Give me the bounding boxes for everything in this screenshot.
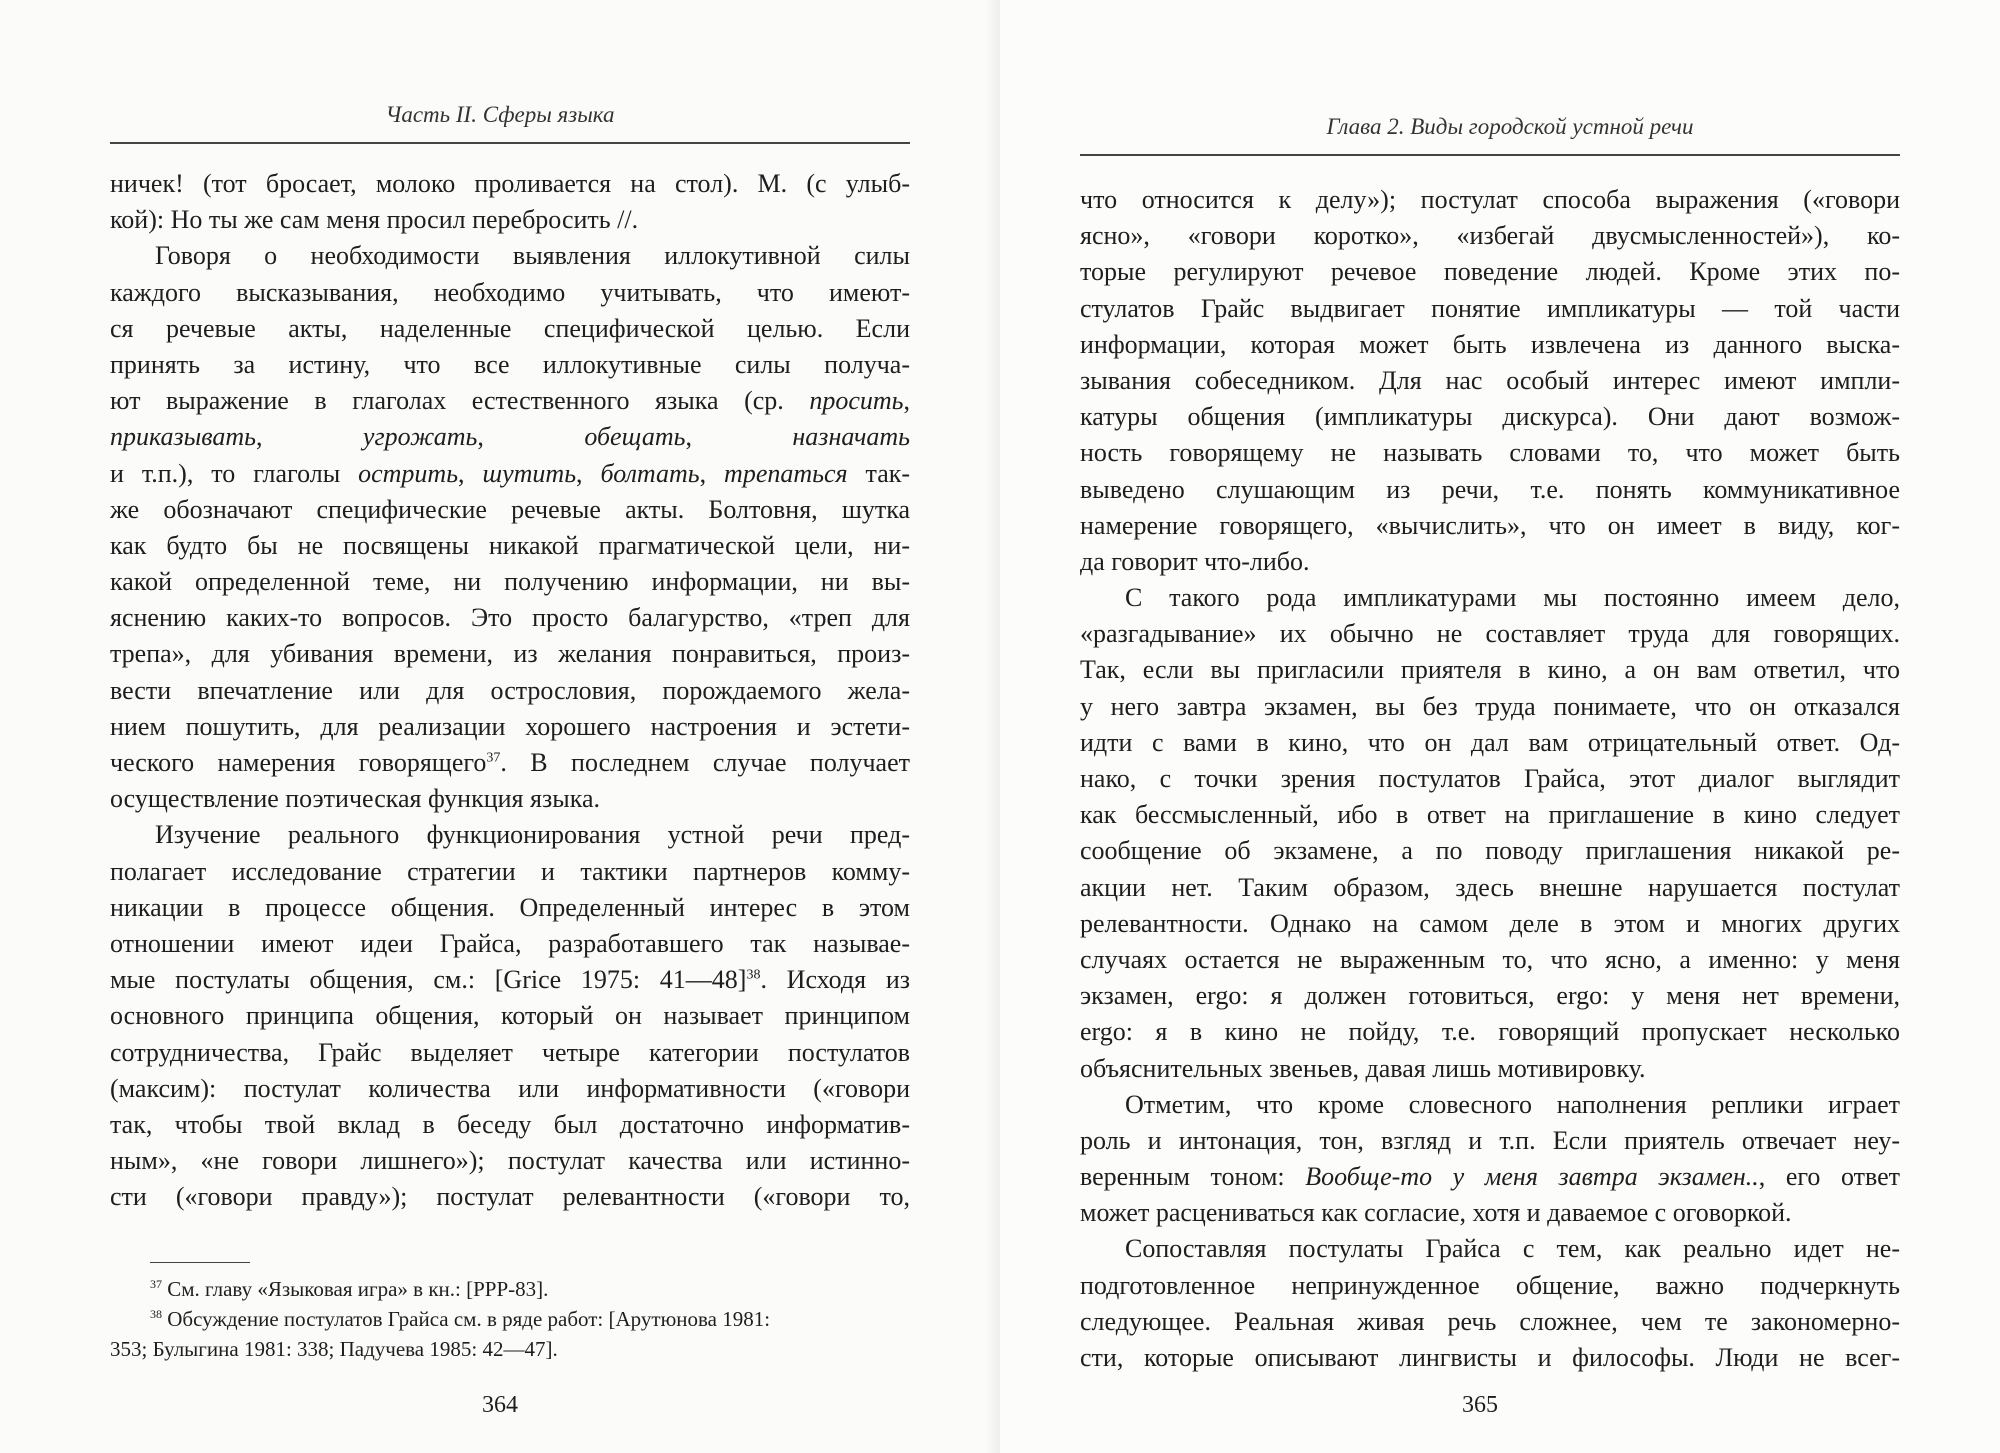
text-line: ческого намерения говорящего$^{37}$. В последнем случае получает [110, 748, 910, 777]
text-line: нако, с точки зрения постулатов Грайса, этот диалог выглядит [1080, 764, 1900, 793]
text-line: кой): Но ты же сам меня просил перебросить //. [110, 205, 639, 235]
text-line: что относится к делу»); постулат способа выражения («говори [1080, 185, 1900, 214]
text-line: полагает исследование стратегии и тактики партнеров комму- [110, 856, 910, 886]
text-line: подготовленное непринужденное общение, важно подчеркнуть [1080, 1270, 1900, 1300]
text-line: Говоря о необходимости выявления иллокутивной силы [155, 241, 910, 271]
left-header-rule [110, 142, 910, 144]
footnote-rule [150, 1262, 250, 1263]
text-line: как бессмысленный, ибо в ответ на приглашение в кино следует [1080, 800, 1900, 830]
text-line: акции нет. Таким образом, здесь внешне нарушается постулат [1080, 872, 1900, 902]
italic-word: угрожать [362, 422, 478, 452]
text-line: сообщение об экзамене, а по поводу приглашения никакой ре- [1080, 836, 1900, 866]
text-line: случаях остается не выраженным то, что ясно, а именно: у меня [1080, 944, 1900, 974]
right-body-text [1080, 182, 1900, 1376]
text-line: следующее. Реальная живая речь сложнее, чем те закономерно- [1080, 1306, 1900, 1336]
text-line: яснению каких-то вопросов. Это просто балагурство, «треп для [110, 603, 910, 633]
text-line: у него завтра экзамен, вы без труда понимаете, что он отказался [1080, 691, 1900, 721]
text-line: мые постулаты общения, см.: [Grice 1975: 41—48]$^{38}$. Исходя из [110, 965, 911, 995]
text-line: роль и интонация, тон, взгляд и т.п. Если приятель отвечает неу- [1080, 1125, 1900, 1155]
text-line: объяснительных звеньев, давая лишь мотивировку. [1080, 1053, 1646, 1083]
left-page-number: 364 [482, 1392, 518, 1418]
text-line: сотрудничества, Грайс выделяет четыре категории постулатов [110, 1037, 910, 1067]
italic-phrase: Вообще-то у меня завтра экзамен.. [1305, 1162, 1759, 1192]
text-line: какой определенной теме, ни получению информации, ни вы- [110, 567, 910, 597]
text-line: (максим): постулат количества или информативности («говори [110, 1073, 910, 1103]
left-body-text [110, 166, 910, 1215]
italic-word: назначать [792, 422, 911, 452]
text-line: так, чтобы твой вклад в беседу был достаточно информатив- [110, 1109, 910, 1139]
text-line: осуществление поэтическая функция языка. [110, 784, 600, 814]
text-line: как будто бы не посвящены никакой прагматической цели, ни- [110, 530, 910, 560]
text-line: стулатов Грайс выдвигает понятие импликатуры — той части [1080, 293, 1900, 323]
text-line: «разгадывание» их обычно не составляет труда для говорящих. [1080, 619, 1900, 649]
text-line: вести впечатление или для острословия, порождаемого жела- [110, 675, 910, 705]
text-line: ничек! (тот бросает, молоко проливается на стол). М. (с улыб- [110, 169, 910, 198]
text-line: никации в процессе общения. Определенный интерес в этом [110, 892, 910, 922]
text-line: ся речевые акты, наделенные специфической целью. Если [110, 313, 910, 343]
italic-word: болтать [600, 458, 700, 488]
text-line: да говорит что-либо. [1080, 546, 1310, 576]
text-line: принять за истину, что все иллокутивные силы получа- [110, 349, 910, 379]
text-line: сти («говори правду»); постулат релевантности («говори то, [110, 1182, 910, 1212]
text-line: сти, которые описывают лингвисты и философы. Люди не всег- [1080, 1343, 1900, 1372]
text-line: нием пошутить, для реализации хорошего настроения и эстети- [110, 711, 910, 741]
text-line: информации, которая может быть извлечена из данного выска- [1080, 329, 1900, 359]
right-page-number: 365 [1462, 1392, 1498, 1418]
text-line: Отметим, что кроме словесного наполнения реплики играет [1125, 1089, 1900, 1119]
footnote: $^{38}$ Обсуждение постулатов Грайса см. в ряде работ: [Арутюнова 1981: [150, 1307, 771, 1331]
text-line: катуры общения (импликатуры дискурса). Они дают возмож- [1080, 402, 1900, 432]
text-line: ясно», «говори коротко», «избегай двусмысленностей»), ко- [1080, 221, 1900, 251]
italic-word: приказывать [110, 422, 256, 452]
text-line: веренным тоном: Вообще-то у меня завтра экзамен.., его ответ [1080, 1162, 1900, 1192]
left-running-head: Часть II. Сферы языка [385, 102, 615, 127]
footnote-ref: 37 [486, 750, 501, 766]
text-line: и т.п.), то глаголы острить, шутить, болтать, трепаться так- [110, 458, 911, 488]
text-line: релевантности. Однако на самом деле в этом и многих других [1080, 908, 1900, 938]
text-line: же обозначают специфические речевые акты. Болтовня, шутка [110, 494, 910, 524]
text-line: трепа», для убивания времени, из желания понравиться, произ- [110, 639, 910, 669]
italic-word: обещать [584, 422, 686, 452]
text-line: ют выражение в глаголах естественного языка (ср. просить, [110, 386, 910, 416]
footnote-ref: 38 [746, 967, 761, 983]
text-line: Изучение реального функционирования устной речи пред- [155, 820, 910, 850]
text-line: каждого высказывания, необходимо учитывать, что имеют- [110, 277, 910, 307]
footnote: $^{37}$ См. главу «Языковая игра» в кн.: [РРР-83]. [150, 1277, 549, 1301]
left-footnotes [110, 1274, 930, 1364]
right-running-head: Глава 2. Виды городской устной речи [1326, 114, 1694, 139]
text-line: зывания собеседником. Для нас особый интерес имеют импли- [1080, 365, 1900, 395]
text-line: экзамен, ergo: я должен готовиться, ergo: у меня нет времени, [1080, 981, 1900, 1011]
italic-word: шутить [482, 458, 577, 488]
text-line: ность говорящему не называть словами то, что может быть [1080, 438, 1900, 468]
text-line: торые регулируют речевое поведение людей. Кроме этих по- [1080, 257, 1900, 287]
text-line: идти с вами в кино, что он дал вам отрицательный ответ. Од- [1080, 727, 1900, 757]
text-line: основного принципа общения, который он называет принципом [110, 1001, 910, 1031]
right-page [1000, 0, 2000, 1453]
text-line: приказывать, угрожать, обещать, назначать [110, 422, 911, 452]
italic-word: трепаться [724, 458, 848, 488]
text-line: намерение говорящего, «вычислить», что он имеет в виду, ког- [1080, 510, 1900, 540]
text-line: отношении имеют идеи Грайса, разработавшего так называе- [110, 928, 910, 958]
text-line: С такого рода импликатурами мы постоянно имеем дело, [1125, 583, 1900, 613]
footnote-continuation: 353; Булыгина 1981: 338; Падучева 1985: 42—47]. [110, 1337, 558, 1361]
italic-word: острить [358, 458, 459, 488]
text-line: выведено слушающим из речи, т.е. понять коммуникативное [1080, 474, 1900, 504]
text-line: Так, если вы пригласили приятеля в кино, а он вам ответил, что [1080, 655, 1900, 685]
text-line: Сопоставляя постулаты Грайса с тем, как реально идет не- [1125, 1234, 1900, 1264]
text-line: ным», «не говори лишнего»); постулат качества или истинно- [110, 1146, 910, 1176]
italic-word: просить [809, 386, 904, 416]
right-header-rule [1080, 154, 1900, 156]
text-line: ergo: я в кино не пойду, т.е. говорящий пропускает несколько [1080, 1017, 1900, 1047]
text-line: может расцениваться как согласие, хотя и даваемое с оговоркой. [1080, 1198, 1792, 1228]
